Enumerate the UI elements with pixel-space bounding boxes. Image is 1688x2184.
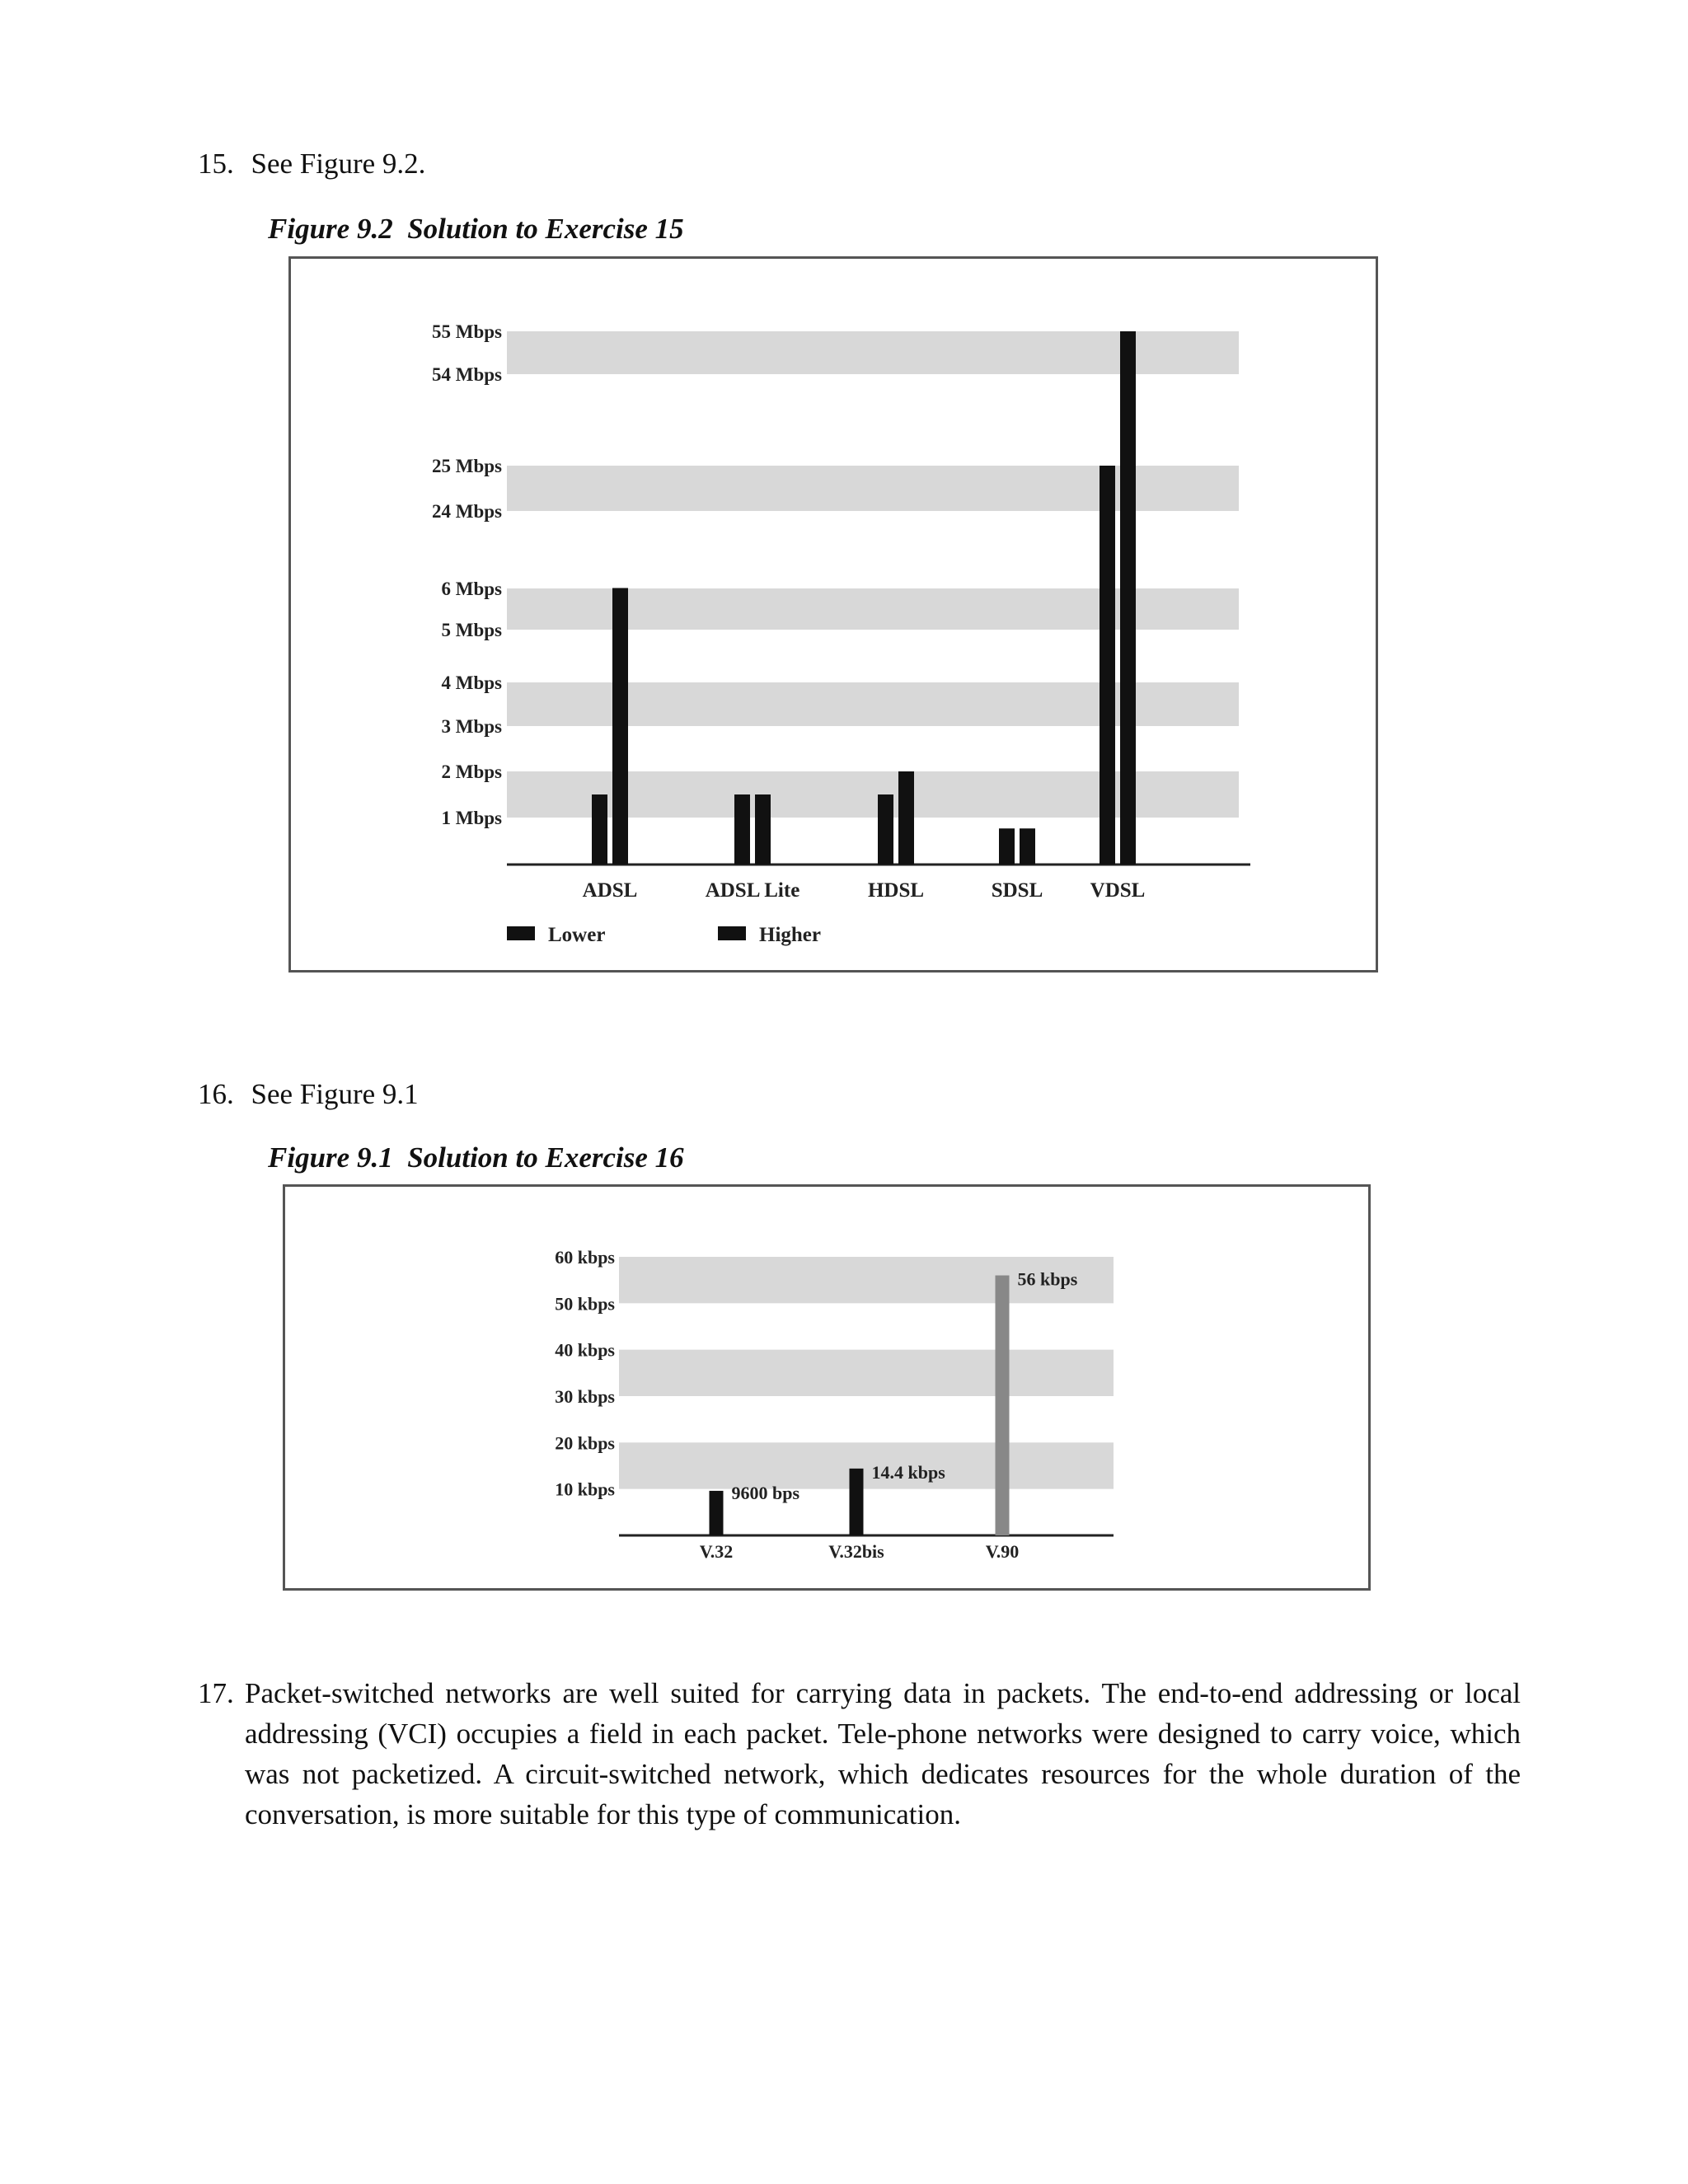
item-16-number: 16. [198, 1078, 234, 1110]
bar-higher [755, 794, 771, 865]
legend-label-lower: Lower [548, 924, 606, 946]
modem-rates-chart [285, 1187, 1368, 1588]
dsl-rates-chart [291, 259, 1376, 970]
data-label: 56 kbps [1017, 1268, 1078, 1290]
bar-higher [612, 588, 628, 865]
x-tick-label: ADSL [582, 879, 638, 902]
x-tick-label: V.32 [699, 1541, 734, 1562]
y-tick-label: 3 Mbps [441, 716, 502, 737]
x-tick-label: V.32bis [828, 1541, 884, 1562]
y-tick-label: 6 Mbps [441, 579, 502, 599]
bar-lower [1100, 466, 1115, 865]
item-16 [198, 1076, 419, 1113]
y-tick-label: 4 Mbps [441, 673, 502, 693]
item-17-text: Packet-switched networks are well suited for carrying data in packets. The end-to-end addressing or local addressing (VCI) occupies a field in each packet. Tele-phone networks were designed to carry voice, which was not packetized. A circuit-switched network, which dedicates resources for the whole duration of the conversation, is more suitable for this type of communication. [245, 1677, 1521, 1830]
legend-swatch-higher [718, 926, 746, 940]
item-17-number: 17. [198, 1677, 234, 1709]
bar [710, 1491, 724, 1535]
y-tick-label: 50 kbps [555, 1293, 615, 1315]
item-16-text: See Figure 9.1 [251, 1078, 419, 1110]
grid-band [619, 1350, 1114, 1396]
bar [996, 1276, 1010, 1535]
y-tick-label: 24 Mbps [432, 501, 502, 522]
bar-higher [1120, 331, 1136, 865]
bar-higher [898, 771, 914, 865]
item-15-text: See Figure 9.2. [251, 148, 426, 180]
bar-lower [734, 794, 750, 865]
legend-swatch-lower [507, 926, 535, 940]
grid-band [619, 1442, 1114, 1488]
item-15-number: 15. [198, 148, 234, 180]
y-tick-label: 20 kbps [555, 1432, 615, 1454]
y-tick-label: 10 kbps [555, 1479, 615, 1500]
y-tick-label: 40 kbps [555, 1339, 615, 1361]
y-tick-label: 25 Mbps [432, 456, 502, 476]
y-tick-label: 1 Mbps [441, 808, 502, 828]
x-tick-label: V.90 [985, 1541, 1020, 1562]
x-tick-label: VDSL [1090, 879, 1146, 902]
figure-9-1-caption: Figure 9.1 Solution to Exercise 16 [268, 1141, 684, 1174]
bar-lower [999, 828, 1015, 865]
y-tick-label: 30 kbps [555, 1386, 615, 1407]
figure-9-2-caption: Figure 9.2 Solution to Exercise 15 [268, 213, 684, 245]
legend-label-higher: Higher [759, 924, 821, 946]
bar-higher [1020, 828, 1035, 865]
x-tick-label: HDSL [867, 879, 925, 902]
item-15 [198, 146, 425, 182]
bar [850, 1469, 864, 1535]
figure-9-2-frame [288, 256, 1378, 972]
y-tick-label: 55 Mbps [432, 321, 502, 342]
bar-lower [878, 794, 893, 865]
data-label: 9600 bps [731, 1482, 800, 1503]
y-tick-label: 5 Mbps [441, 620, 502, 640]
y-tick-label: 54 Mbps [432, 364, 502, 385]
bar-lower [592, 794, 607, 865]
x-tick-label: SDSL [991, 879, 1043, 902]
y-tick-label: 60 kbps [555, 1247, 615, 1268]
x-tick-label: ADSL Lite [705, 879, 800, 902]
figure-9-1-frame [283, 1184, 1371, 1591]
y-tick-label: 2 Mbps [441, 762, 502, 782]
data-label: 14.4 kbps [871, 1461, 945, 1483]
